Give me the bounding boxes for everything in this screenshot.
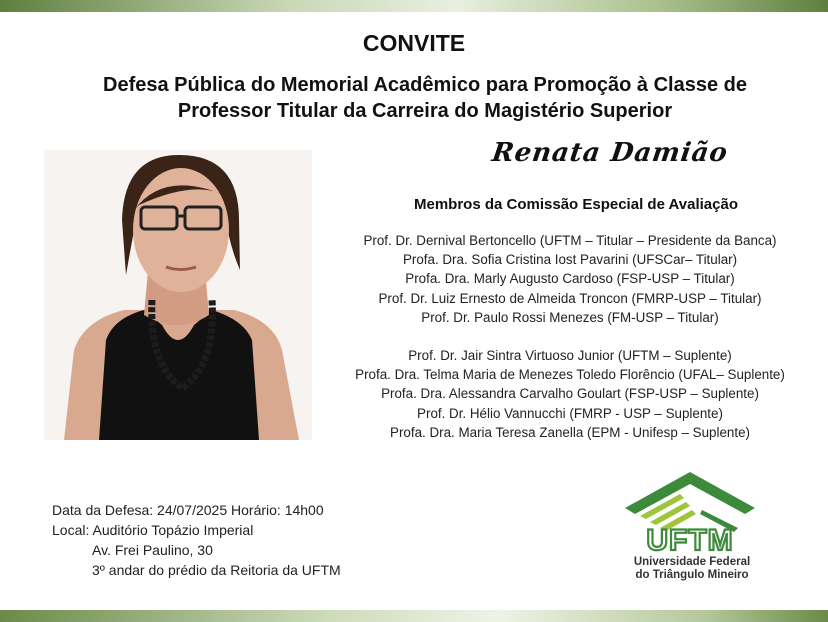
- logo-name-line-1: Universidade Federal: [633, 556, 751, 568]
- logo-university-name: [612, 556, 772, 582]
- event-address-floor: 3º andar do prédio da Reitoria da UFTM: [92, 562, 341, 578]
- logo-name-line-2: do Triângulo Mineiro: [635, 569, 749, 581]
- list-item: Prof. Dr. Hélio Vannucchi (FMRP - USP – Suplente): [417, 405, 723, 421]
- invitation-subtitle: [40, 72, 810, 124]
- list-item: Profa. Dra. Alessandra Carvalho Goulart (FSP-USP – Suplente): [381, 386, 759, 402]
- subtitle-line-2: Professor Titular da Carreira do Magistério Superior: [177, 100, 673, 122]
- list-item: Prof. Dr. Luiz Ernesto de Almeida Troncon (FMRP-USP – Titular): [378, 290, 762, 306]
- candidate-name: Renata Damião: [490, 138, 730, 168]
- list-item: Prof. Dr. Paulo Rossi Menezes (FM-USP – Titular): [421, 309, 719, 325]
- candidate-photo: [44, 150, 312, 440]
- list-item: Profa. Dra. Marly Augusto Cardoso (FSP-USP – Titular): [405, 271, 735, 287]
- event-address: Av. Frei Paulino, 30: [92, 542, 213, 558]
- list-item: Prof. Dr. Dernival Bertoncello (UFTM – Titular – Presidente da Banca): [363, 233, 777, 248]
- top-decorative-band: [0, 0, 828, 12]
- logo-acronym: UFTM: [646, 524, 734, 557]
- event-info: [52, 500, 341, 580]
- titular-members-list: [330, 231, 810, 327]
- list-item: Profa. Dra. Sofia Cristina Iost Pavarini (UFSCar– Titular): [402, 252, 738, 268]
- event-location: Local: Auditório Topázio Imperial: [52, 522, 254, 538]
- bottom-decorative-band: [0, 610, 828, 622]
- invitation-title: CONVITE: [362, 30, 466, 56]
- subtitle-line-1: Defesa Pública do Memorial Acadêmico para Promoção à Classe de: [103, 74, 747, 96]
- list-item: Profa. Dra. Telma Maria de Menezes Toledo Florêncio (UFAL– Suplente): [355, 367, 785, 383]
- list-item: Prof. Dr. Jair Sintra Virtuoso Junior (UFTM – Suplente): [408, 348, 732, 363]
- committee-heading: Membros da Comissão Especial de Avaliação: [413, 196, 739, 213]
- event-date: Data da Defesa: 24/07/2025 Horário: 14h00: [52, 502, 324, 518]
- substitute-members-list: [330, 346, 810, 442]
- list-item: Profa. Dra. Maria Teresa Zanella (EPM - Unifesp – Suplente): [390, 424, 750, 440]
